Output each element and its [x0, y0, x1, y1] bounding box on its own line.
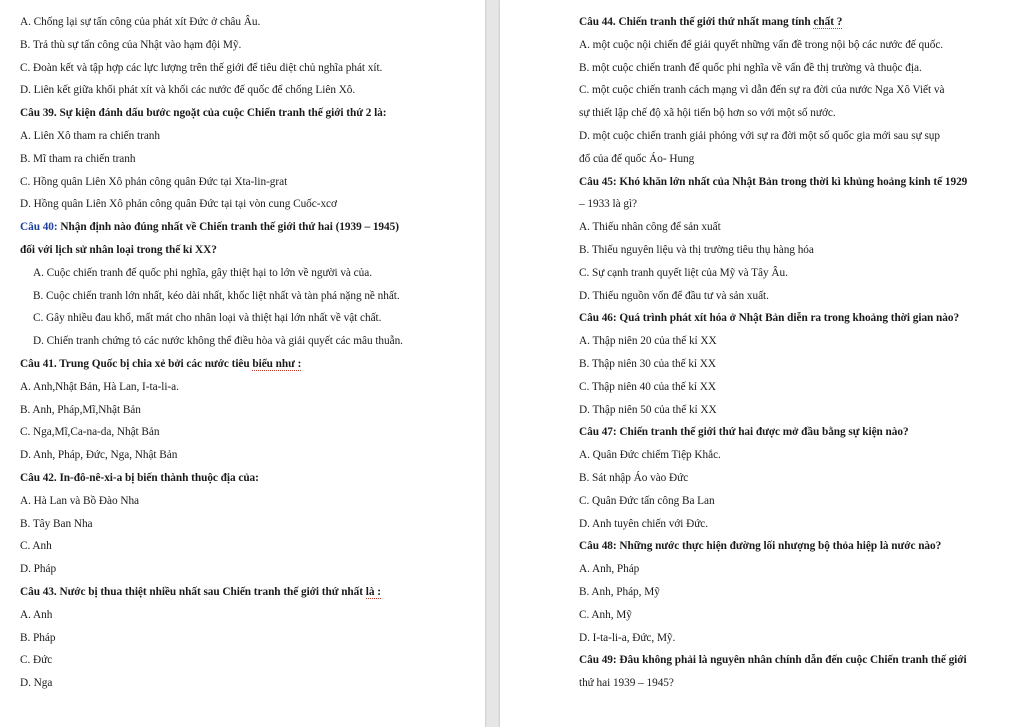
underlined-text: chất ? — [813, 16, 843, 28]
text-line — [20, 448, 177, 462]
question-line — [20, 471, 259, 485]
line-text: Câu 46: Quá trình phát xít hóa ở Nhật Bản diễn ra trong khoảng thời gian nào? — [579, 312, 960, 325]
line-text: A. Anh,Nhật Bản, Hà Lan, I-ta-li-a. — [20, 380, 179, 393]
line-text: thứ hai 1939 – 1945? — [579, 677, 674, 690]
line-text: D. Nga — [20, 677, 53, 690]
line-text: A. Chống lại sự tấn công của phát xít Đức ở châu Âu. — [20, 16, 261, 28]
text-line — [20, 539, 52, 553]
text-line — [579, 61, 922, 75]
line-text: Câu 49: Đâu không phải là nguyên nhân chính dẫn đến cuộc Chiến tranh thế giới — [579, 654, 967, 667]
line-text: Câu 43. Nước bị thua thiệt nhiều nhất sau Chiến tranh thế giới thứ nhất — [20, 586, 366, 598]
text-line — [579, 129, 940, 143]
text-line — [20, 380, 179, 394]
line-text: C. một cuộc chiến tranh cách mạng vì dẫn đến sự ra đời của nước Nga Xô Viết và — [579, 84, 945, 97]
line-text: A. Thập niên 20 của thế kỉ XX — [579, 335, 717, 348]
line-text: B. Trả thù sự tấn công của Nhật vào hạm đội Mỹ. — [20, 38, 242, 51]
question-number: Câu 40: — [20, 221, 61, 234]
text-line — [20, 403, 141, 417]
text-line — [579, 334, 717, 348]
text-line — [20, 38, 241, 52]
text-line — [579, 380, 716, 394]
text-line — [33, 266, 372, 280]
line-text: C. Anh, Mỹ — [579, 608, 632, 621]
line-text: B. Anh, Pháp, Mỹ — [579, 586, 660, 598]
question-line — [579, 175, 967, 189]
text-line — [20, 608, 52, 622]
line-text: B. Sát nhập Áo vào Đức — [579, 472, 689, 484]
line-text: A. Anh, Pháp — [579, 563, 640, 576]
line-text: C. Nga,Mĩ,Ca-na-da, Nhật Bản — [20, 426, 160, 439]
line-text: Câu 47: Chiến tranh thế giới thứ hai được mở đầu bằng sự kiện nào? — [579, 426, 909, 439]
line-text: D. I-ta-li-a, Đức, Mỹ. — [579, 631, 676, 644]
line-text: C. Thập niên 40 của thế kỉ XX — [579, 380, 717, 393]
text-line — [20, 653, 52, 667]
text-line — [579, 471, 688, 485]
text-line — [20, 197, 337, 211]
line-text: B. Pháp — [20, 631, 56, 644]
question-line — [20, 220, 399, 234]
text-line — [20, 494, 139, 508]
line-text: Câu 41. Trung Quốc bị chia xẻ bởi các nước tiêu — [20, 358, 253, 370]
text-line — [20, 152, 135, 166]
text-line — [20, 425, 159, 439]
text-line — [579, 289, 769, 303]
line-text: A. Liên Xô tham ra chiến tranh — [20, 130, 160, 142]
line-text: Câu 39. Sự kiện đánh dấu bước ngoặt của cuộc Chiến tranh thế giới thứ 2 là: — [20, 107, 387, 120]
line-text: D. Thập niên 50 của thế kỉ XX — [579, 403, 717, 416]
text-line — [20, 83, 355, 97]
line-text: Nhận định nào đúng nhất về Chiến tranh thế giới thứ hai (1939 – 1945) — [60, 221, 399, 234]
text-line — [579, 197, 637, 211]
text-line — [20, 15, 260, 29]
text-line — [579, 403, 717, 417]
line-text: D. Chiến tranh chứng tỏ các nước không thể điều hòa và giải quyết các mâu thuẫn. — [33, 335, 403, 348]
line-text: A. Cuộc chiến tranh đế quốc phi nghĩa, gây thiệt hại to lớn về người và của. — [33, 266, 372, 279]
line-text: D. Anh, Pháp, Đức, Nga, Nhật Bản — [20, 449, 178, 462]
text-line — [579, 266, 788, 280]
question-line — [20, 357, 301, 371]
line-text: B. Thập niên 30 của thế kỉ XX — [579, 358, 717, 370]
question-line — [579, 15, 842, 29]
text-line — [20, 129, 160, 143]
line-text: sự thiết lập chế độ xã hội tiến bộ hơn so với một số nước. — [579, 107, 836, 120]
text-line — [579, 38, 943, 52]
question-line — [20, 106, 387, 120]
line-text: A. Hà Lan và Bồ Đào Nha — [20, 494, 140, 507]
question-line — [579, 311, 959, 325]
text-line — [20, 562, 56, 576]
text-line — [579, 608, 632, 622]
text-line — [20, 517, 93, 531]
text-line — [579, 676, 674, 690]
text-line — [20, 175, 287, 189]
line-text: C. Gây nhiều đau khổ, mất mát cho nhân loại và thiệt hại lớn nhất về vật chất. — [33, 312, 382, 325]
question-line — [579, 425, 909, 439]
text-line — [579, 494, 715, 508]
line-text: C. Quân Đức tấn công Ba Lan — [579, 494, 715, 507]
text-line — [20, 61, 382, 75]
text-line — [579, 631, 675, 645]
line-text: B. một cuộc chiến tranh đế quốc phi nghĩa về vấn đề thị trường và thuộc địa. — [579, 61, 922, 74]
text-line — [579, 357, 716, 371]
line-text: B. Mĩ tham ra chiến tranh — [20, 152, 136, 165]
text-line — [579, 83, 944, 97]
line-text: A. Thiếu nhân công để sản xuất — [579, 221, 721, 234]
line-text: A. Anh — [20, 608, 53, 621]
question-line — [20, 243, 217, 257]
text-line — [33, 334, 403, 348]
text-line — [579, 220, 721, 234]
line-text: Câu 42. In-đô-nê-xi-a bị biến thành thuộc địa của: — [20, 472, 259, 484]
question-line — [579, 653, 967, 667]
line-text: D. Pháp — [20, 563, 57, 576]
line-text: D. Anh tuyên chiến với Đức. — [579, 517, 709, 530]
line-text: A. Quân Đức chiếm Tiệp Khắc. — [579, 449, 721, 462]
text-line — [33, 311, 381, 325]
line-text: đối với lịch sử nhân loại trong thế kỉ XX? — [20, 244, 217, 256]
line-text: C. Hồng quân Liên Xô phản công quân Đức tại Xta-lin-grat — [20, 175, 288, 188]
text-line — [20, 631, 55, 645]
text-line — [579, 562, 639, 576]
text-line — [579, 243, 814, 257]
text-line — [33, 289, 400, 303]
text-line — [579, 152, 694, 166]
line-text: D. Thiếu nguồn vốn để đầu tư và sản xuất. — [579, 289, 769, 302]
line-text: B. Anh, Pháp,Mĩ,Nhật Bản — [20, 403, 141, 416]
text-line — [579, 517, 708, 531]
text-line — [20, 676, 52, 690]
line-text: C. Sự cạnh tranh quyết liệt của Mỹ và Tây Âu. — [579, 266, 788, 279]
underlined-text: biểu như : — [252, 358, 302, 370]
line-text: Câu 48: Những nước thực hiện đường lối nhượng bộ thỏa hiệp là nước nào? — [579, 540, 942, 553]
line-text: D. Liên kết giữa khối phát xít và khối các nước đế quốc để chống Liên Xô. — [20, 84, 356, 97]
line-text: B. Thiếu nguyên liệu và thị trường tiêu thụ hàng hóa — [579, 244, 814, 256]
text-line — [579, 106, 836, 120]
line-text: C. Anh — [20, 540, 52, 553]
underlined-text: là : — [365, 586, 381, 598]
line-text: C. Đoàn kết và tập hợp các lực lượng trên thế giới để tiêu diệt chủ nghĩa phát xít. — [20, 61, 383, 74]
line-text: Câu 45: Khó khăn lớn nhất của Nhật Bản trong thời kì khủng hoảng kinh tế 1929 — [579, 175, 968, 188]
question-line — [20, 585, 381, 599]
question-line — [579, 539, 941, 553]
text-line — [579, 448, 721, 462]
text-line — [579, 585, 660, 599]
line-text: A. một cuộc nội chiến để giải quyết những vấn đề trong nội bộ các nước đế quốc. — [579, 38, 944, 51]
line-text: Câu 44. Chiến tranh thế giới thứ nhất mang tính — [579, 16, 814, 28]
right-page — [500, 0, 1024, 727]
line-text: D. Hồng quân Liên Xô phản công quân Đức tại tại vòn cung Cuốc-xcơ — [20, 198, 337, 211]
line-text: D. một cuộc chiến tranh giải phóng với sự ra đời một số quốc gia mới sau sự sụp — [579, 130, 940, 142]
line-text: B. Tây Ban Nha — [20, 517, 93, 530]
left-page — [0, 0, 485, 727]
line-text: – 1933 là gì? — [579, 198, 638, 211]
line-text: B. Cuộc chiến tranh lớn nhất, kéo dài nhất, khốc liệt nhất và tàn phá nặng nề nhất. — [33, 289, 400, 302]
line-text: đổ của đế quốc Áo- Hung — [579, 152, 695, 165]
line-text: C. Đức — [20, 654, 53, 667]
